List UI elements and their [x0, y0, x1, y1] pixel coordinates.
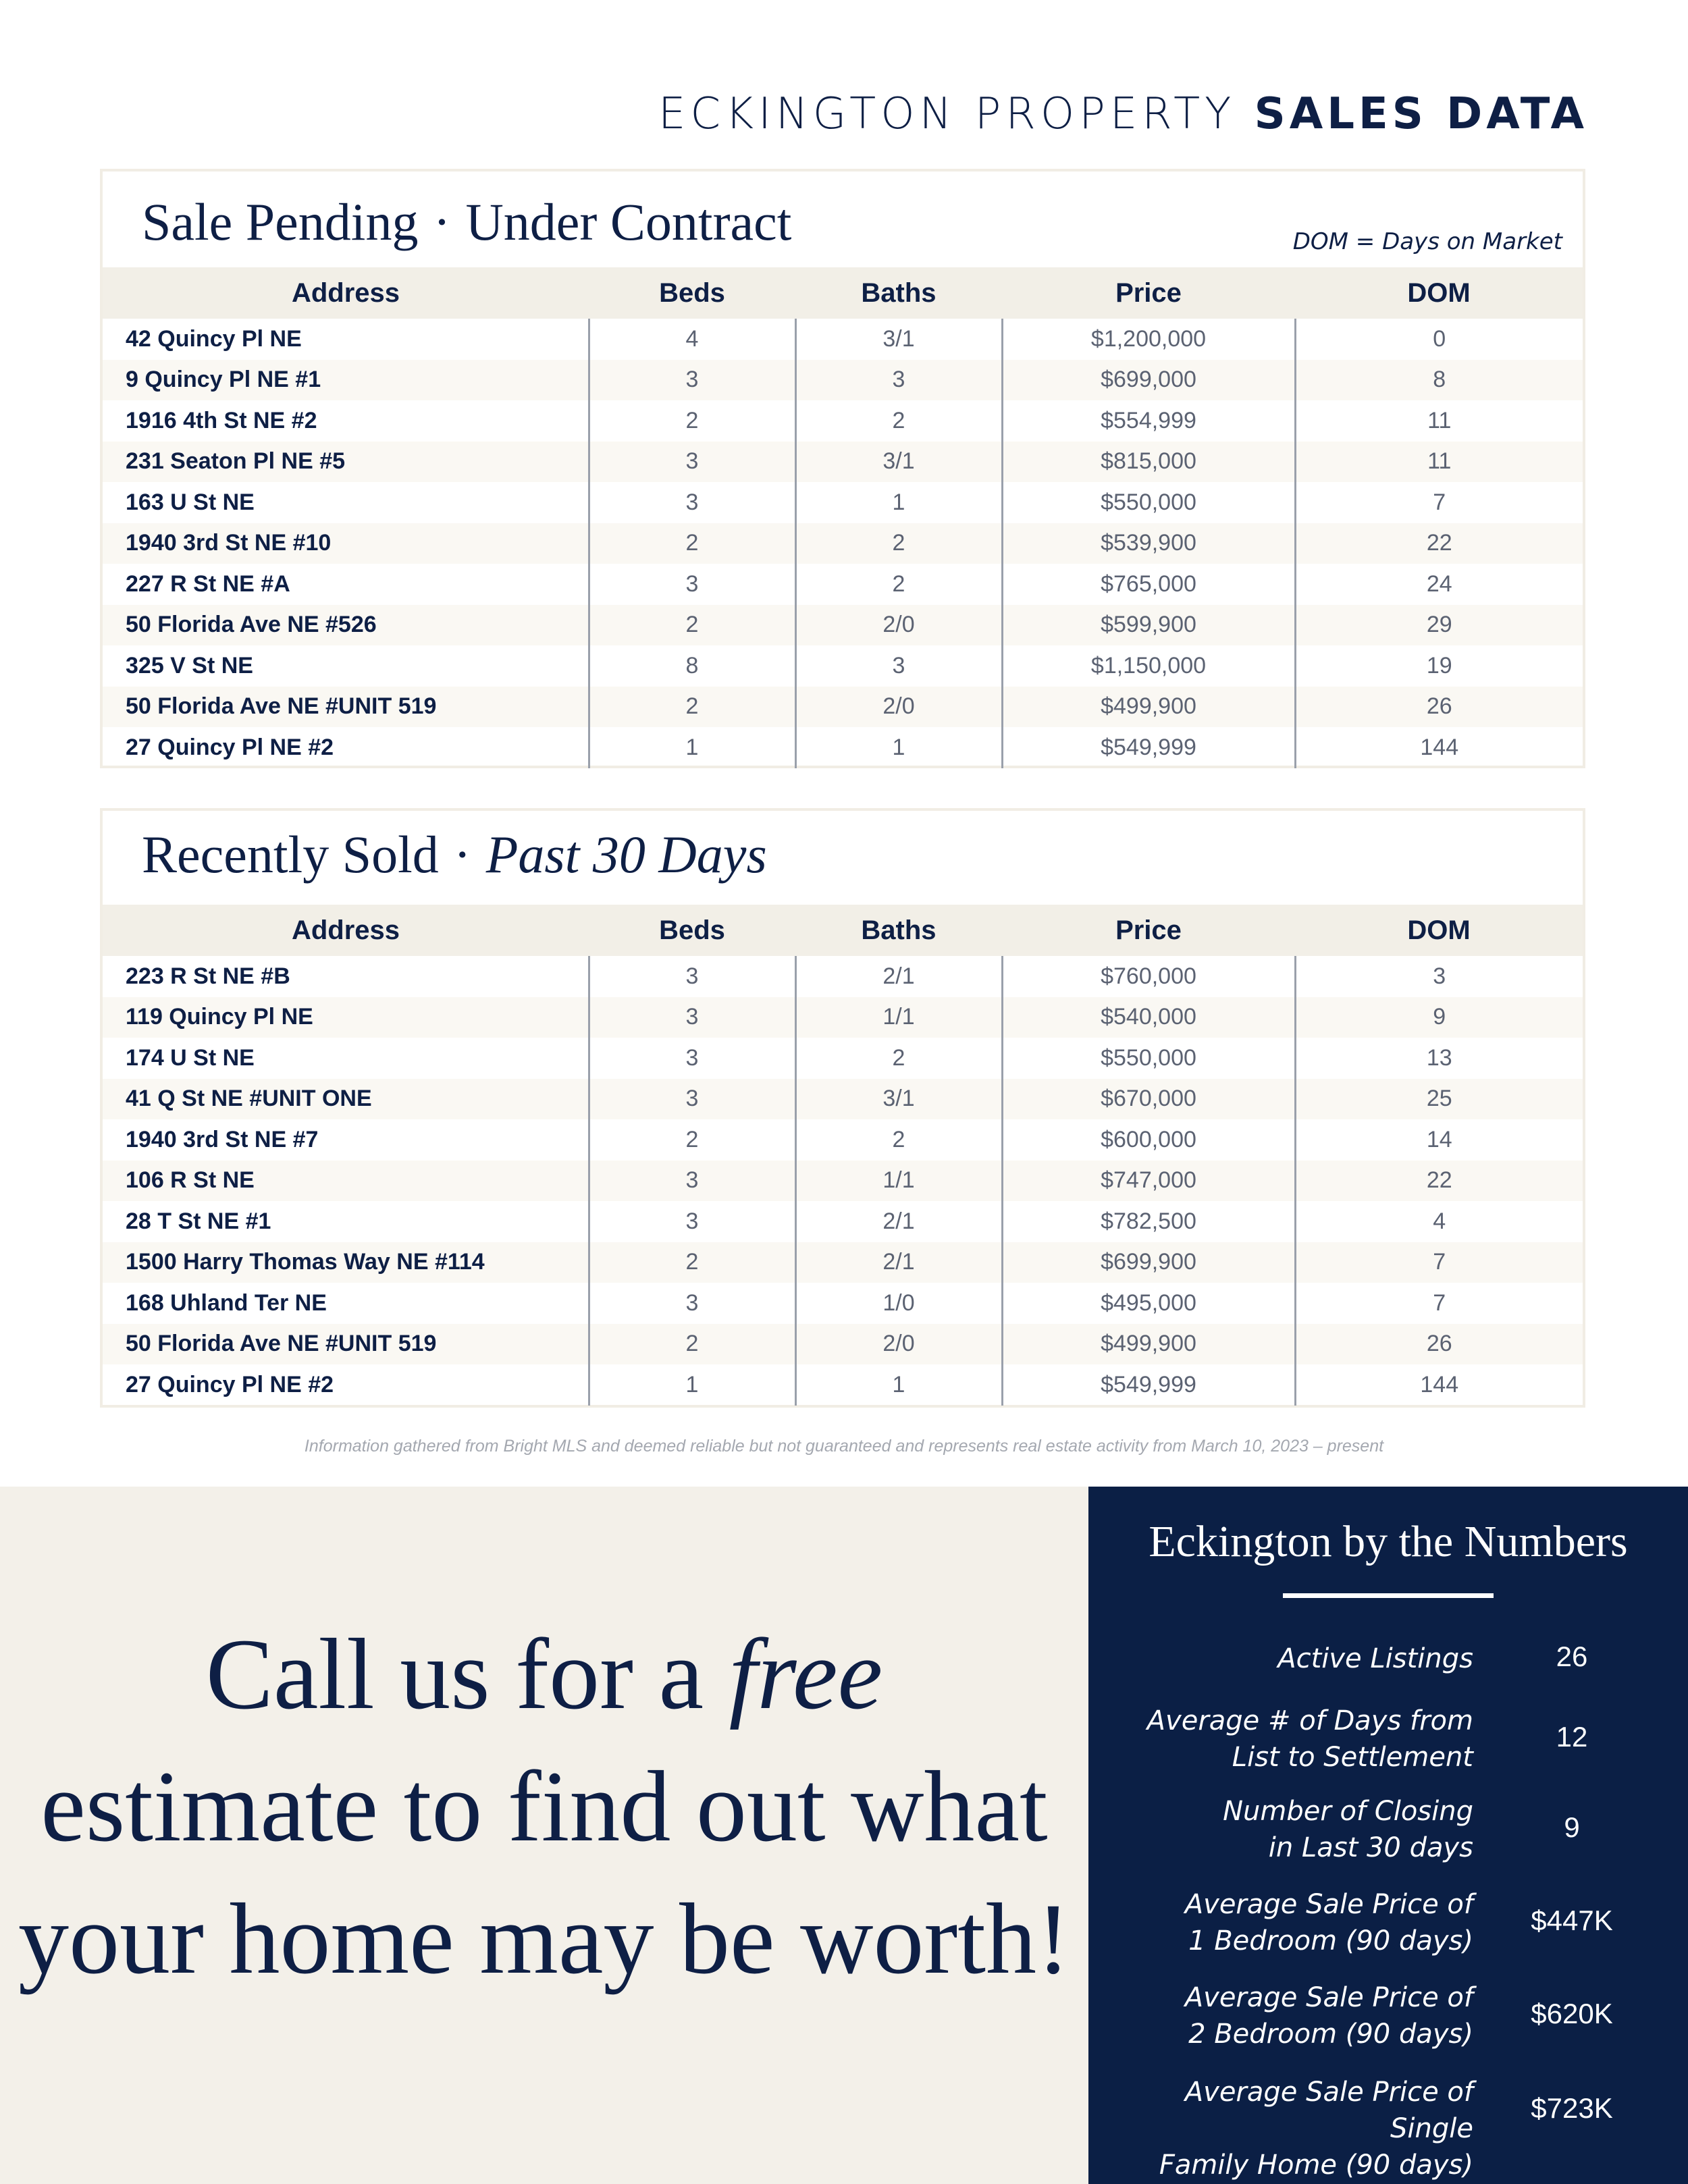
table-row	[103, 1079, 1583, 1120]
header-title-bold: SALES DATA	[1254, 89, 1588, 139]
stat-label-line: Average Sale Price of	[1184, 1889, 1473, 1920]
baths-cell: 1	[795, 482, 1002, 523]
disclaimer: Information gathered from Bright MLS and deemed reliable but not guaranteed and represents real estate activity from March 10, 2023 – present	[304, 1437, 1384, 1456]
price-cell: $1,200,000	[1002, 319, 1295, 360]
price-cell: $550,000	[1002, 482, 1295, 523]
column-header-baths: Baths	[795, 267, 1002, 319]
pending-title-sub: Under Contract	[465, 192, 792, 251]
cta-emphasis: free	[729, 1618, 883, 1730]
dom-cell: 26	[1295, 1324, 1583, 1365]
beds-cell: 3	[589, 1201, 795, 1242]
sold-panel	[100, 808, 1585, 1408]
dom-cell: 14	[1295, 1119, 1583, 1161]
baths-cell: 3	[795, 645, 1002, 687]
stat-value: $723K	[1531, 2092, 1613, 2124]
address-cell: 106 R St NE	[103, 1161, 589, 1202]
stat-label-line: Average # of Days from	[1146, 1705, 1473, 1736]
baths-cell: 2/1	[795, 956, 1002, 997]
dom-cell: 3	[1295, 956, 1583, 997]
sold-table	[103, 905, 1583, 1406]
dom-cell: 22	[1295, 523, 1583, 564]
dom-note: DOM = Days on Market	[1292, 228, 1562, 255]
price-cell: $549,999	[1002, 1364, 1295, 1406]
sold-title-separator: ·	[453, 825, 471, 884]
baths-cell: 3/1	[795, 1079, 1002, 1120]
price-cell: $599,900	[1002, 605, 1295, 646]
column-header-price: Price	[1002, 905, 1295, 956]
beds-cell: 2	[589, 1324, 795, 1365]
stat-label	[1095, 2074, 1473, 2183]
dom-cell: 9	[1295, 997, 1583, 1038]
beds-cell: 2	[589, 687, 795, 728]
table-row	[103, 1364, 1583, 1406]
stat-label	[1095, 1886, 1473, 1959]
baths-cell: 2/0	[795, 605, 1002, 646]
dom-cell: 4	[1295, 1201, 1583, 1242]
cta-line-2: estimate to find out what	[41, 1751, 1048, 1863]
cta-section	[0, 1487, 1088, 2184]
beds-cell: 3	[589, 442, 795, 483]
baths-cell: 1	[795, 727, 1002, 768]
stat-value: $447K	[1531, 1905, 1613, 1936]
column-header-beds: Beds	[589, 267, 795, 319]
pending-panel	[100, 169, 1585, 768]
baths-cell: 2	[795, 1038, 1002, 1079]
baths-cell: 3	[795, 360, 1002, 401]
stat-label-line: Number of Closing	[1223, 1796, 1473, 1827]
price-cell: $782,500	[1002, 1201, 1295, 1242]
column-header-baths: Baths	[795, 905, 1002, 956]
column-header-address: Address	[103, 267, 589, 319]
beds-cell: 3	[589, 482, 795, 523]
address-cell: 227 R St NE #A	[126, 570, 290, 597]
address-cell: 50 Florida Ave NE #UNIT 519	[103, 1324, 589, 1365]
address-cell: 28 T St NE #1	[126, 1208, 271, 1234]
stat-row	[1088, 1641, 1688, 1677]
beds-cell: 2	[589, 1242, 795, 1283]
beds-cell: 2	[589, 605, 795, 646]
dom-cell: 7	[1295, 482, 1583, 523]
column-header-dom: DOM	[1295, 905, 1583, 956]
stat-label-line: Average Sale Price of	[1184, 1982, 1473, 2013]
table-row	[103, 319, 1583, 360]
baths-cell: 2/0	[795, 687, 1002, 728]
baths-cell: 1/1	[795, 1161, 1002, 1202]
beds-cell: 1	[589, 727, 795, 768]
pending-title	[142, 192, 791, 252]
beds-cell: 3	[589, 564, 795, 605]
address-cell: 174 U St NE	[126, 1044, 255, 1071]
baths-cell: 2	[795, 564, 1002, 605]
column-header-dom: DOM	[1295, 267, 1583, 319]
stat-label-line: Average Sale Price of Single	[1184, 2077, 1473, 2144]
price-cell: $747,000	[1002, 1161, 1295, 1202]
address-cell: 1940 3rd St NE #7	[126, 1126, 319, 1152]
dom-cell: 11	[1295, 442, 1583, 483]
address-cell: 9 Quincy Pl NE #1	[103, 360, 589, 401]
dom-cell: 26	[1295, 687, 1583, 728]
price-cell: $600,000	[1002, 1119, 1295, 1161]
price-cell: $540,000	[1002, 997, 1295, 1038]
beds-cell: 3	[589, 1283, 795, 1324]
beds-cell: 3	[589, 956, 795, 997]
table-row	[103, 605, 1583, 646]
column-header-address: Address	[103, 905, 589, 956]
address-cell: 168 Uhland Ter NE	[126, 1289, 327, 1316]
address-cell: 27 Quincy Pl NE #2	[126, 1371, 334, 1397]
address-cell: 42 Quincy Pl NE	[126, 325, 302, 352]
address-cell: 231 Seaton Pl NE #5	[103, 442, 589, 483]
price-cell: $765,000	[1002, 564, 1295, 605]
baths-cell: 2	[795, 1119, 1002, 1161]
table-row	[103, 1201, 1583, 1242]
dom-cell: 11	[1295, 400, 1583, 442]
beds-cell: 2	[589, 1119, 795, 1161]
price-cell: $549,999	[1002, 727, 1295, 768]
cta-line-1	[0, 1608, 1088, 1740]
dom-cell: 8	[1295, 360, 1583, 401]
beds-cell: 3	[589, 360, 795, 401]
table-row	[103, 1242, 1583, 1283]
address-cell: 325 V St NE	[126, 652, 253, 678]
price-cell: $499,900	[1002, 1324, 1295, 1365]
baths-cell: 1/1	[795, 997, 1002, 1038]
stat-label	[1095, 1793, 1473, 1866]
stat-value: $620K	[1531, 1998, 1613, 2029]
sold-title-sub: Past 30 Days	[485, 825, 767, 884]
address-cell: 163 U St NE	[126, 489, 255, 515]
stat-label-line: 1 Bedroom (90 days)	[1188, 1925, 1473, 1956]
stat-label	[1095, 1641, 1473, 1677]
beds-cell: 3	[589, 1079, 795, 1120]
stat-value: 9	[1564, 1811, 1580, 1843]
pending-title-separator: ·	[433, 192, 451, 251]
address-cell: 41 Q St NE #UNIT ONE	[103, 1079, 589, 1120]
table-row	[103, 727, 1583, 768]
beds-cell: 3	[589, 1161, 795, 1202]
price-cell: $499,900	[1002, 687, 1295, 728]
table-row	[103, 400, 1583, 442]
table-row	[103, 360, 1583, 401]
price-cell: $699,900	[1002, 1242, 1295, 1283]
stat-row	[1088, 1703, 1688, 1776]
stat-row	[1088, 2074, 1688, 2181]
address-cell: 119 Quincy Pl NE	[103, 997, 589, 1038]
sold-header-row	[103, 905, 1583, 956]
address-cell: 50 Florida Ave NE #UNIT 519	[103, 687, 589, 728]
table-row	[103, 523, 1583, 564]
stats-divider	[1283, 1593, 1494, 1598]
price-cell: $1,150,000	[1002, 645, 1295, 687]
beds-cell: 4	[589, 319, 795, 360]
beds-cell: 3	[589, 997, 795, 1038]
stat-label	[1095, 1979, 1473, 2052]
stats-panel	[1088, 1487, 1688, 2184]
dom-cell: 0	[1295, 319, 1583, 360]
baths-cell: 2	[795, 400, 1002, 442]
table-row	[103, 1283, 1583, 1324]
price-cell: $670,000	[1002, 1079, 1295, 1120]
table-row	[103, 564, 1583, 605]
price-cell: $554,999	[1002, 400, 1295, 442]
stat-row	[1088, 1979, 1688, 2052]
column-header-price: Price	[1002, 267, 1295, 319]
stat-label-line: 2 Bedroom (90 days)	[1188, 2019, 1473, 2050]
dom-cell: 29	[1295, 605, 1583, 646]
address-cell: 27 Quincy Pl NE #2	[126, 734, 334, 760]
beds-cell: 2	[589, 400, 795, 442]
stat-row	[1088, 1886, 1688, 1959]
price-cell: $550,000	[1002, 1038, 1295, 1079]
sold-table-body	[103, 956, 1583, 1406]
stats-title: Eckington by the Numbers	[1149, 1517, 1628, 1566]
table-row	[103, 482, 1583, 523]
dom-cell: 19	[1295, 645, 1583, 687]
stat-value: 12	[1556, 1721, 1588, 1753]
pending-table-body	[103, 319, 1583, 768]
dom-cell: 22	[1295, 1161, 1583, 1202]
cta-line-3: your home may be worth!	[18, 1883, 1070, 1995]
sold-title	[142, 824, 767, 885]
baths-cell: 1	[795, 1364, 1002, 1406]
pending-table	[103, 267, 1583, 768]
stat-row	[1088, 1793, 1688, 1866]
table-row	[103, 645, 1583, 687]
column-header-beds: Beds	[589, 905, 795, 956]
dom-cell: 7	[1295, 1283, 1583, 1324]
baths-cell: 3/1	[795, 319, 1002, 360]
baths-cell: 2/0	[795, 1324, 1002, 1365]
dom-cell: 144	[1295, 727, 1583, 768]
cta-text	[0, 1608, 1088, 2005]
dom-cell: 7	[1295, 1242, 1583, 1283]
beds-cell: 2	[589, 523, 795, 564]
price-cell: $815,000	[1002, 442, 1295, 483]
table-row	[103, 1038, 1583, 1079]
address-cell: 1940 3rd St NE #10	[103, 523, 589, 564]
header-title-light: ECKINGTON PROPERTY	[658, 89, 1236, 139]
beds-cell: 3	[589, 1038, 795, 1079]
table-row	[103, 956, 1583, 997]
price-cell: $699,000	[1002, 360, 1295, 401]
stat-label-line: in Last 30 days	[1268, 1832, 1473, 1863]
baths-cell: 2/1	[795, 1201, 1002, 1242]
price-cell: $760,000	[1002, 956, 1295, 997]
address-cell: 50 Florida Ave NE #526	[103, 605, 589, 646]
stat-value: 26	[1556, 1641, 1588, 1672]
dom-cell: 24	[1295, 564, 1583, 605]
baths-cell: 2	[795, 523, 1002, 564]
table-row	[103, 1161, 1583, 1202]
dom-cell: 13	[1295, 1038, 1583, 1079]
address-cell: 223 R St NE #B	[126, 963, 290, 989]
baths-cell: 1/0	[795, 1283, 1002, 1324]
price-cell: $495,000	[1002, 1283, 1295, 1324]
beds-cell: 8	[589, 645, 795, 687]
table-row	[103, 1119, 1583, 1161]
table-row	[103, 997, 1583, 1038]
pending-title-main: Sale Pending	[142, 192, 419, 251]
page-header	[0, 89, 1588, 139]
baths-cell: 2/1	[795, 1242, 1002, 1283]
address-cell: 1500 Harry Thomas Way NE #114	[103, 1242, 589, 1283]
dom-cell: 25	[1295, 1079, 1583, 1120]
table-row	[103, 442, 1583, 483]
cta-line-1-text: Call us for a	[205, 1618, 729, 1730]
pending-header-row	[103, 267, 1583, 319]
beds-cell: 1	[589, 1364, 795, 1406]
stat-label	[1095, 1703, 1473, 1776]
address-cell: 1916 4th St NE #2	[126, 407, 317, 433]
table-row	[103, 687, 1583, 728]
dom-cell: 144	[1295, 1364, 1583, 1406]
stat-label-line: Family Home (90 days)	[1159, 2150, 1473, 2181]
price-cell: $539,900	[1002, 523, 1295, 564]
baths-cell: 3/1	[795, 442, 1002, 483]
sold-title-main: Recently Sold	[142, 825, 439, 884]
stat-label-line: List to Settlement	[1232, 1742, 1473, 1773]
stat-label-line: Active Listings	[1277, 1643, 1473, 1674]
table-row	[103, 1324, 1583, 1365]
